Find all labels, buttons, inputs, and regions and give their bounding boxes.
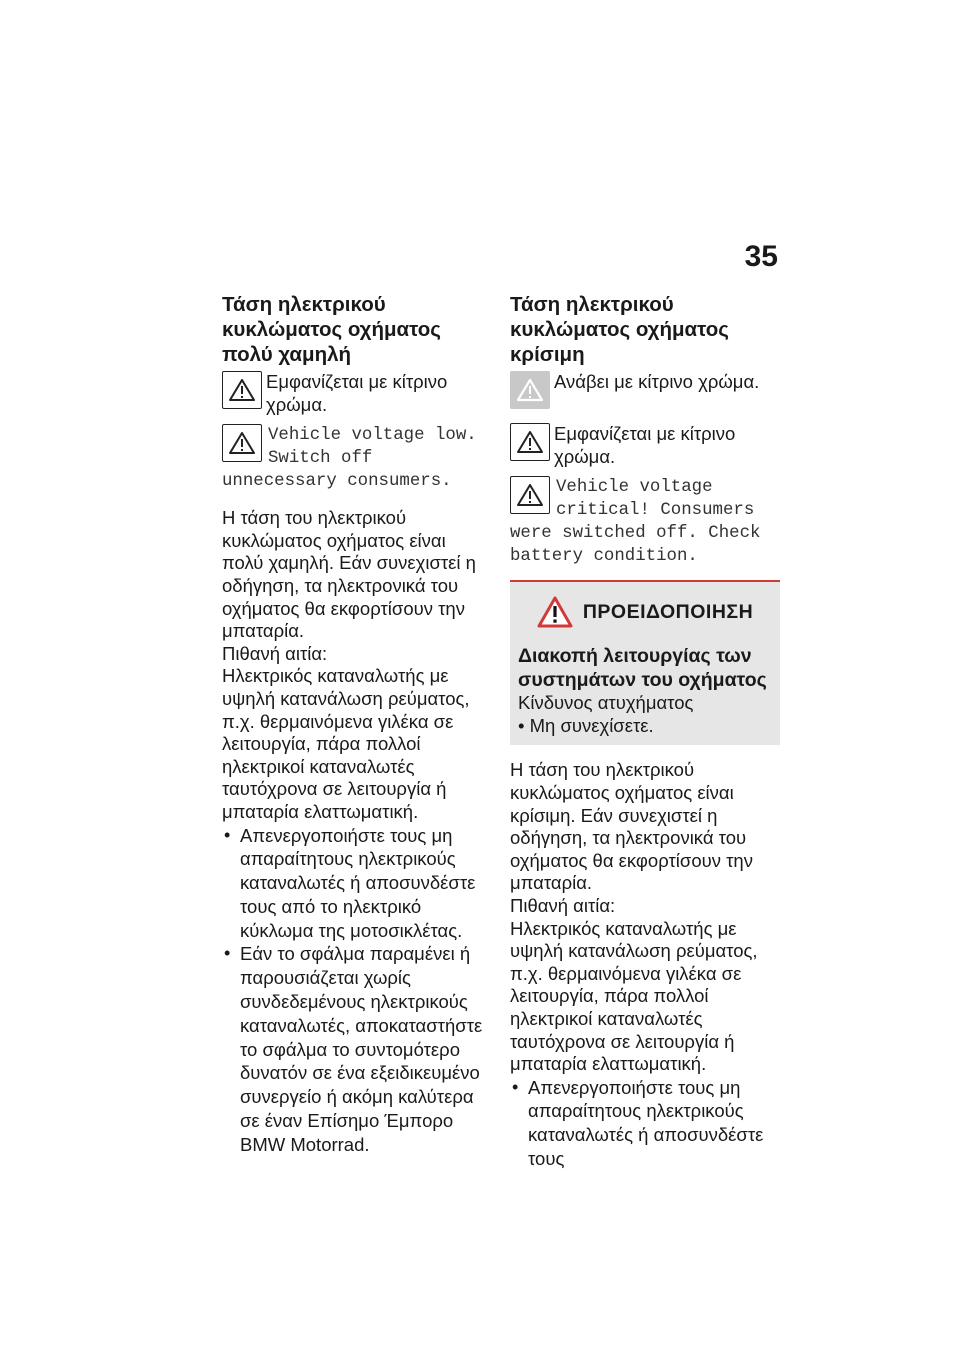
indicator-text: Εμφανίζεται με κίτρινο χρώμα. bbox=[554, 423, 736, 467]
left-column bbox=[222, 292, 492, 1157]
warning-box bbox=[510, 580, 780, 745]
section-heading: Τάση ηλεκτρικού κυκλώματος οχήματος κρίσιμη bbox=[510, 293, 729, 366]
display-message-row bbox=[222, 424, 492, 493]
action-list bbox=[510, 1076, 780, 1171]
warning-triangle-icon bbox=[222, 424, 262, 462]
warning-title: ΠΡΟΕΙΔΟΠΟΙΗΣΗ bbox=[582, 600, 754, 623]
warning-action: • Μη συνεχίσετε. bbox=[518, 714, 654, 736]
indicator-row bbox=[510, 371, 780, 415]
indicator-text: Εμφανίζεται με κίτρινο χρώμα. bbox=[266, 371, 448, 415]
right-column bbox=[510, 292, 780, 1171]
indicator-row bbox=[510, 423, 780, 468]
warning-risk: Κίνδυνος ατυχήματος bbox=[518, 692, 694, 714]
danger-icon bbox=[537, 596, 573, 628]
list-item: • Απενεργοποιήστε τους μη απαραίτητους ηλεκτρικούς καταναλωτές ή αποσυνδέστε τους bbox=[510, 1076, 780, 1171]
page-number: 35 bbox=[744, 240, 778, 273]
warning-heading: Διακοπή λειτουργίας των συστημάτων του οχήματος bbox=[518, 645, 767, 692]
display-message-row bbox=[510, 476, 780, 568]
warning-lamp-icon bbox=[510, 371, 550, 409]
list-item: • Απενεργοποιήστε τους μη απαραίτητους ηλεκτρικούς καταναλωτές ή αποσυνδέστε τους από το ηλεκτρικό κύκλωμα της μοτοσικλέτας. bbox=[222, 824, 492, 943]
display-message: Vehicle voltage critical! Consumers were switched off. Check battery condition. bbox=[510, 478, 761, 567]
indicator-row bbox=[222, 371, 492, 416]
display-message: Vehicle voltage low. Switch off unnecessary consumers. bbox=[222, 426, 477, 492]
cause-label: Πιθανή αιτία: bbox=[222, 642, 328, 664]
warning-triangle-icon bbox=[510, 423, 550, 461]
cause-label: Πιθανή αιτία: bbox=[510, 894, 616, 916]
action-list bbox=[222, 824, 492, 1157]
cause-text: Ηλεκτρικός καταναλωτής με υψηλή κατανάλωση ρεύματος, π.χ. θερμαινόμενα γιλέκα σε λειτουργία, πάρα πολλοί ηλεκτρικοί καταναλωτές ταυτόχρονα σε λειτουργία ή μπαταρία ελαττωματική. bbox=[510, 917, 758, 1075]
indicator-text: Ανάβει με κίτρινο χρώμα. bbox=[554, 371, 760, 392]
section-heading: Τάση ηλεκτρικού κυκλώματος οχήματος πολύ χαμηλή bbox=[222, 293, 441, 366]
description: Η τάση του ηλεκτρικού κυκλώματος οχήματος είναι κρίσιμη. Εάν συνεχιστεί η οδήγηση, τα ηλεκτρονικά του οχήματος θα εκφορτίσουν την μπαταρία. bbox=[510, 759, 753, 894]
description: Η τάση του ηλεκτρικού κυκλώματος οχήματος είναι πολύ χαμηλή. Εάν συνεχιστεί η οδήγηση, τα ηλεκτρονικά του οχήματος θα εκφορτίσουν την μπαταρία. bbox=[222, 507, 476, 642]
cause-text: Ηλεκτρικός καταναλωτής με υψηλή κατανάλωση ρεύματος, π.χ. θερμαινόμενα γιλέκα σε λειτουργία, πάρα πολλοί ηλεκτρικοί καταναλωτές ταυτόχρονα σε λειτουργία ή μπαταρία ελαττωματική. bbox=[222, 665, 470, 822]
warning-triangle-icon bbox=[222, 371, 262, 409]
list-item: • Εάν το σφάλμα παραμένει ή παρουσιάζεται χωρίς συνδεδεμένους ηλεκτρικούς καταναλωτές, αποκαταστήστε το σφάλμα το συντομότερο δυνατόν σε ένα εξειδικευμένο συνεργείο ή ακόμη καλύτερα σε έναν Επίσημο Έμπορο BMW Motorrad. bbox=[222, 942, 492, 1156]
warning-triangle-icon bbox=[510, 476, 550, 514]
warning-title-row bbox=[518, 596, 772, 628]
